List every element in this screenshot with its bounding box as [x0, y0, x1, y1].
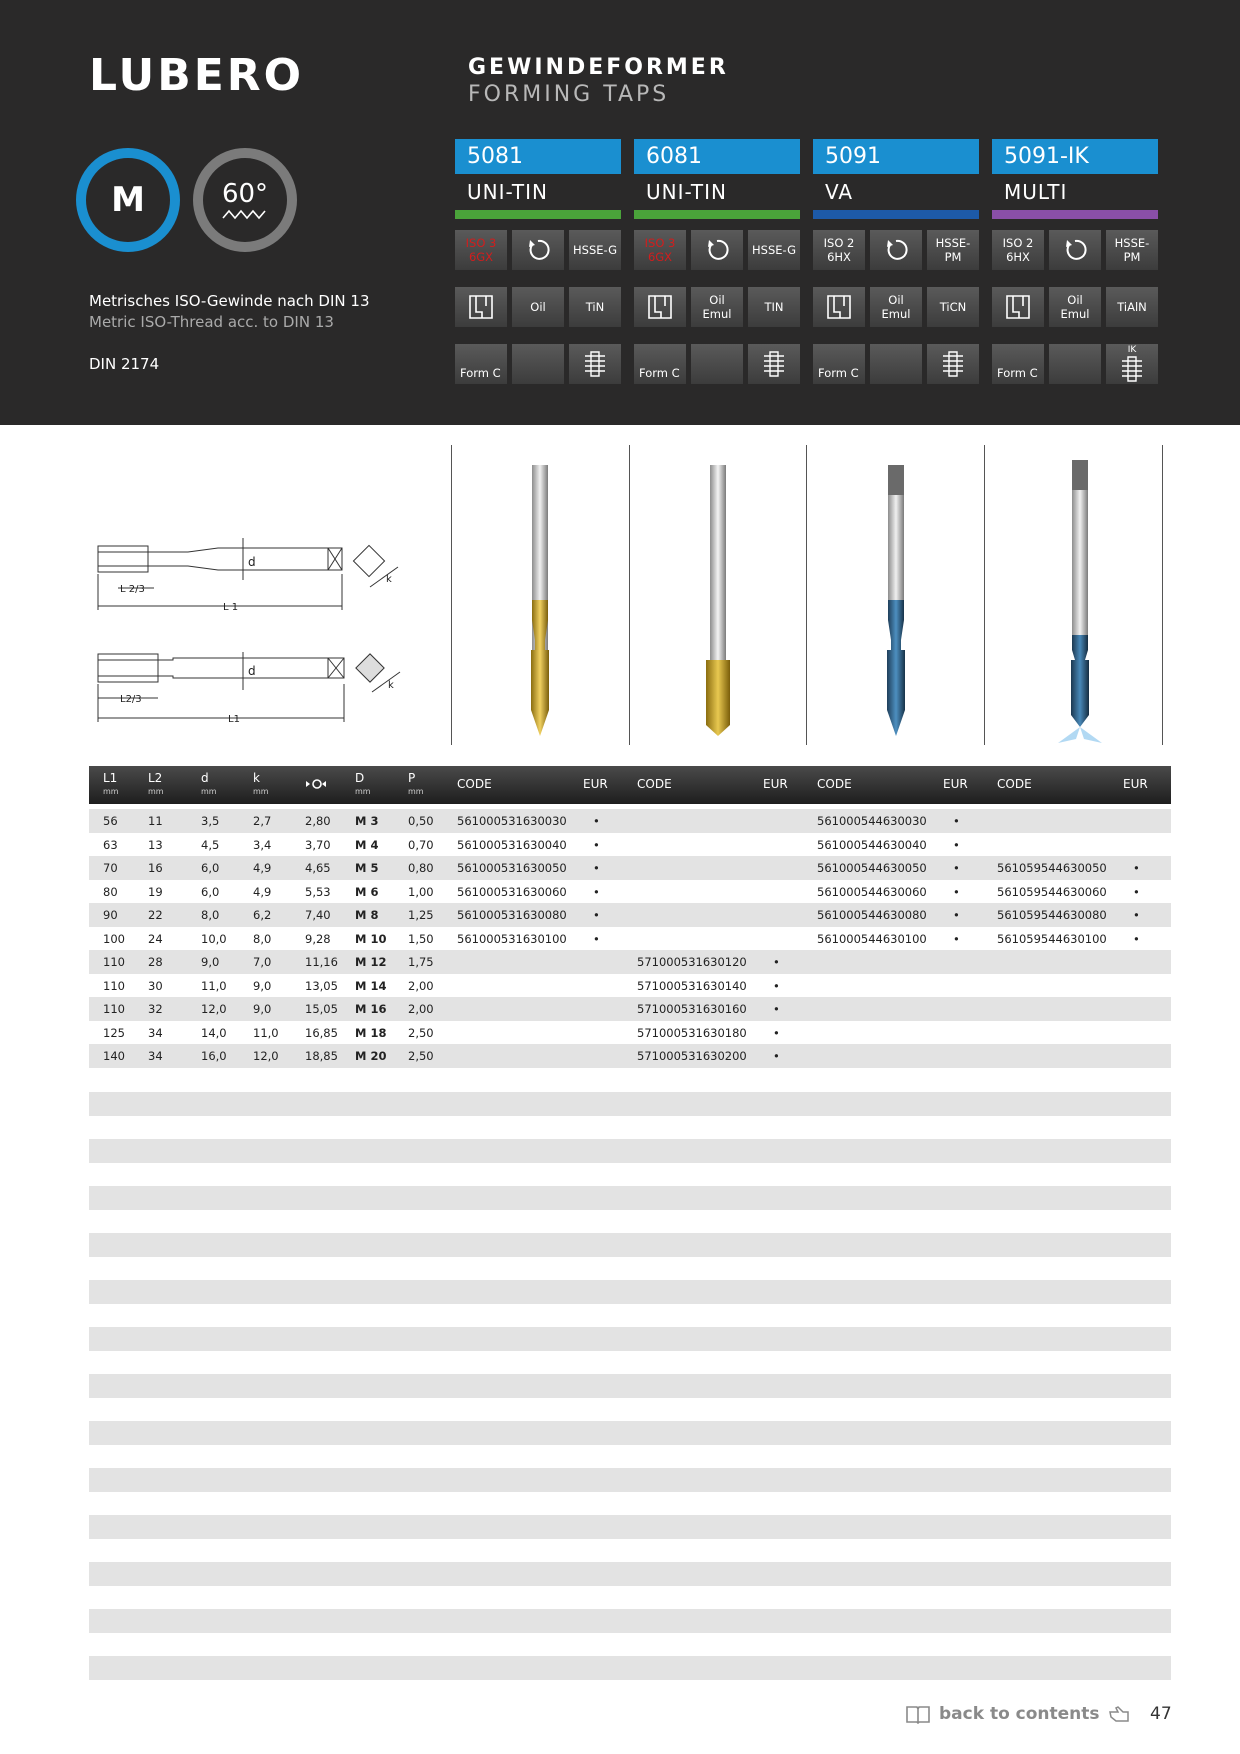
- coating-tile: TiCN: [927, 287, 979, 327]
- coating-tile: TiAlN: [1106, 287, 1158, 327]
- column-header-label: P: [408, 771, 416, 785]
- column-header: [408, 772, 424, 798]
- table-cell: 7,0: [253, 955, 272, 969]
- blank-tile: [1049, 344, 1101, 384]
- column-header-label: EUR: [1123, 777, 1148, 791]
- table-row: [89, 927, 1171, 951]
- page-number: 47: [1150, 1704, 1172, 1724]
- tap-image-6081: [698, 445, 738, 745]
- description-en: Metric ISO-Thread acc. to DIN 13: [89, 313, 334, 331]
- column-header-label: CODE: [997, 777, 1032, 791]
- product-column: [634, 139, 800, 384]
- table-cell: 9,0: [253, 1002, 272, 1016]
- empty-row-stripe: [89, 1468, 1171, 1492]
- table-cell: 5,53: [305, 884, 331, 899]
- lubricant-tile: Oil Emul: [1049, 287, 1101, 327]
- table-cell: 32: [148, 1002, 163, 1016]
- table-cell: 14,0: [201, 1025, 227, 1040]
- product-column: [992, 139, 1158, 384]
- material-tile: HSSE- PM: [1106, 230, 1158, 270]
- table-cell: 4,5: [201, 837, 220, 852]
- chamfer-form-tile: Form C: [813, 344, 865, 384]
- table-cell: 13: [148, 837, 163, 852]
- table-row: [89, 950, 1171, 974]
- table-cell: 9,28: [305, 931, 331, 946]
- column-header: [457, 778, 492, 791]
- tolerance-tile: ISO 2 6HX: [813, 230, 865, 270]
- table-cell: M 14: [355, 978, 387, 993]
- table-row: [89, 880, 1171, 904]
- back-to-contents-label: back to contents: [939, 1704, 1100, 1724]
- table-cell: 100: [103, 931, 125, 946]
- product-type: MULTI: [1004, 180, 1068, 204]
- table-cell: M 12: [355, 955, 387, 969]
- table-cell: 140: [103, 1049, 125, 1063]
- empty-row-stripe: [89, 1374, 1171, 1398]
- column-header-label: EUR: [763, 777, 788, 791]
- table-cell: 1,25: [408, 908, 434, 922]
- table-cell: 561000544630060: [817, 884, 927, 899]
- table-row: [89, 974, 1171, 998]
- table-cell: 56: [103, 814, 118, 828]
- column-header: [763, 778, 788, 791]
- table-cell: •: [953, 931, 960, 946]
- table-cell: 16,85: [305, 1025, 338, 1040]
- table-cell: 2,50: [408, 1025, 434, 1040]
- thread-tap-icon: [927, 344, 979, 384]
- lubricant-tile: Oil Emul: [870, 287, 922, 327]
- product-code: 5081: [455, 139, 621, 174]
- table-cell: 4,9: [253, 884, 272, 899]
- empty-row-stripe: [89, 1609, 1171, 1633]
- blank-tile: [870, 344, 922, 384]
- table-cell: •: [953, 837, 960, 852]
- table-cell: 0,50: [408, 814, 434, 828]
- image-divider: [629, 445, 630, 745]
- empty-row-stripe: [89, 1092, 1171, 1116]
- empty-row-stripe: [89, 1327, 1171, 1351]
- image-divider: [806, 445, 807, 745]
- table-cell: •: [593, 908, 600, 922]
- thread-angle-label: 60°: [221, 179, 269, 209]
- table-cell: 18,85: [305, 1049, 338, 1063]
- table-cell: •: [773, 1025, 780, 1040]
- table-cell: 1,50: [408, 931, 434, 946]
- thread-tap-icon: [748, 344, 800, 384]
- drawing-label-l23-top: L 2/3: [120, 584, 145, 595]
- table-cell: 3,5: [201, 814, 220, 828]
- table-cell: 110: [103, 1002, 125, 1016]
- property-icons: [634, 230, 800, 384]
- table-cell: •: [773, 955, 780, 969]
- table-cell: 561000544630100: [817, 931, 927, 946]
- table-cell: •: [953, 884, 960, 899]
- table-cell: 34: [148, 1049, 163, 1063]
- table-cell: 561059544630060: [997, 884, 1107, 899]
- column-header-unit: mm: [103, 787, 119, 796]
- table-cell: 11,0: [201, 978, 227, 993]
- property-icons: [455, 230, 621, 384]
- table-cell: 561059544630080: [997, 908, 1107, 922]
- column-header: [253, 772, 269, 798]
- column-header: [201, 772, 217, 798]
- tap-image-5091-ik: [1052, 445, 1108, 745]
- drawing-label-l1-bottom: L1: [228, 714, 240, 725]
- column-header: [637, 778, 672, 791]
- table-cell: 34: [148, 1025, 163, 1040]
- column-header: [103, 772, 119, 798]
- lubricant-tile: Oil Emul: [691, 287, 743, 327]
- table-row: [89, 997, 1171, 1021]
- column-header-unit: mm: [408, 787, 424, 796]
- table-cell: 561000531630030: [457, 814, 567, 828]
- thread-check-icon: [305, 778, 327, 790]
- table-cell: 561000531630040: [457, 837, 567, 852]
- table-cell: •: [773, 1002, 780, 1016]
- table-cell: 3,4: [253, 837, 272, 852]
- table-cell: 11,16: [305, 955, 338, 969]
- table-cell: M 4: [355, 837, 379, 852]
- product-color-bar: [634, 210, 800, 219]
- table-cell: •: [593, 814, 600, 828]
- table-cell: M 3: [355, 814, 379, 828]
- product-code: 6081: [634, 139, 800, 174]
- table-cell: 3,70: [305, 837, 331, 852]
- table-header: [89, 766, 1171, 804]
- column-header-label: L2: [148, 771, 163, 785]
- brand-logo: LUBERO: [89, 50, 305, 101]
- coating-tile: TIN: [748, 287, 800, 327]
- product-color-bar: [455, 210, 621, 219]
- column-header-label: EUR: [583, 777, 608, 791]
- table-cell: 571000531630180: [637, 1025, 747, 1040]
- metric-thread-badge: [76, 148, 180, 252]
- drawing-label-k-bottom: k: [388, 680, 394, 691]
- din-standard: DIN 2174: [89, 355, 160, 373]
- column-header-label: CODE: [457, 777, 492, 791]
- table-cell: 63: [103, 837, 118, 852]
- rotation-icon: [512, 230, 564, 270]
- hole-type-icon: [455, 287, 507, 327]
- technical-drawing: [88, 530, 458, 730]
- table-cell: •: [773, 978, 780, 993]
- table-cell: 1,75: [408, 955, 434, 969]
- column-header-unit: mm: [355, 787, 371, 796]
- product-column: [813, 139, 979, 384]
- table-cell: 19: [148, 884, 163, 899]
- table-cell: •: [773, 1049, 780, 1063]
- table-cell: 90: [103, 908, 118, 922]
- tolerance-tile: ISO 3 6GX: [455, 230, 507, 270]
- table-cell: 16: [148, 861, 163, 875]
- hole-type-icon: [634, 287, 686, 327]
- column-header-unit: mm: [201, 787, 217, 796]
- hole-type-icon: [813, 287, 865, 327]
- empty-row-stripe: [89, 1562, 1171, 1586]
- thread-profile-icon: [222, 208, 268, 220]
- table-cell: •: [953, 861, 960, 875]
- table-row: [89, 809, 1171, 833]
- tap-image-5081: [520, 445, 560, 745]
- empty-row-stripe: [89, 1280, 1171, 1304]
- table-cell: 571000531630160: [637, 1002, 747, 1016]
- description-de: Metrisches ISO-Gewinde nach DIN 13: [89, 292, 370, 310]
- table-cell: 561000531630080: [457, 908, 567, 922]
- table-cell: 561000544630050: [817, 861, 927, 875]
- tolerance-tile: ISO 3 6GX: [634, 230, 686, 270]
- table-cell: 9,0: [201, 955, 220, 969]
- table-cell: 10,0: [201, 931, 227, 946]
- table-cell: 70: [103, 861, 118, 875]
- column-header-label: CODE: [817, 777, 852, 791]
- chamfer-form-tile: Form C: [455, 344, 507, 384]
- column-header-label: L1: [103, 771, 118, 785]
- chamfer-form-tile: Form C: [634, 344, 686, 384]
- drawing-label-d-bottom: d: [248, 664, 256, 678]
- table-cell: 9,0: [253, 978, 272, 993]
- table-cell: •: [593, 884, 600, 899]
- column-header: [1123, 778, 1148, 791]
- table-cell: •: [1133, 908, 1140, 922]
- column-header-unit: mm: [253, 787, 269, 796]
- column-header-label: k: [253, 771, 260, 785]
- tap-image-5091: [876, 445, 916, 745]
- thread-tap-icon: [569, 344, 621, 384]
- product-type: VA: [825, 180, 854, 204]
- book-icon: [905, 1704, 931, 1724]
- table-cell: 1,00: [408, 884, 434, 899]
- table-cell: 0,70: [408, 837, 434, 852]
- table-cell: 11: [148, 814, 163, 828]
- table-cell: 561000531630100: [457, 931, 567, 946]
- table-cell: 8,0: [201, 908, 220, 922]
- product-color-bar: [813, 210, 979, 219]
- product-code: 5091: [813, 139, 979, 174]
- coating-tile: TiN: [569, 287, 621, 327]
- table-cell: 80: [103, 884, 118, 899]
- metric-letter: M: [111, 180, 145, 220]
- table-cell: 22: [148, 908, 163, 922]
- table-cell: 571000531630120: [637, 955, 747, 969]
- back-to-contents-link[interactable]: [905, 1704, 1130, 1724]
- product-color-bar: [992, 210, 1158, 219]
- table-cell: M 16: [355, 1002, 387, 1016]
- column-header-label: d: [201, 771, 209, 785]
- table-cell: 0,80: [408, 861, 434, 875]
- table-cell: 110: [103, 978, 125, 993]
- table-cell: M 8: [355, 908, 379, 922]
- column-header: [355, 772, 371, 798]
- thread-angle-badge: [193, 148, 297, 252]
- table-cell: 561000544630030: [817, 814, 927, 828]
- table-cell: M 20: [355, 1049, 387, 1063]
- image-divider: [451, 445, 452, 745]
- product-column: [455, 139, 621, 384]
- drawing-label-k-top: k: [386, 574, 392, 585]
- table-cell: 6,0: [201, 884, 220, 899]
- table-cell: M 6: [355, 884, 379, 899]
- rotation-icon: [1049, 230, 1101, 270]
- table-cell: 561000544630040: [817, 837, 927, 852]
- table-cell: 2,50: [408, 1049, 434, 1063]
- drawing-label-d-top: d: [248, 555, 256, 569]
- empty-row-stripe: [89, 1233, 1171, 1257]
- table-cell: •: [593, 837, 600, 852]
- property-icons: [813, 230, 979, 384]
- tolerance-tile: ISO 2 6HX: [992, 230, 1044, 270]
- chamfer-form-tile: Form C: [992, 344, 1044, 384]
- table-cell: 12,0: [201, 1002, 227, 1016]
- table-cell: 561059544630100: [997, 931, 1107, 946]
- table-cell: M 5: [355, 861, 379, 875]
- material-tile: HSSE-G: [748, 230, 800, 270]
- table-cell: 8,0: [253, 931, 272, 946]
- table-cell: 28: [148, 955, 163, 969]
- empty-row-stripe: [89, 1656, 1171, 1680]
- table-cell: 2,00: [408, 978, 434, 993]
- product-code: 5091-IK: [992, 139, 1158, 174]
- column-header-label: CODE: [637, 777, 672, 791]
- table-cell: 24: [148, 931, 163, 946]
- table-cell: 13,05: [305, 978, 338, 993]
- thread-tap-icon: [1106, 344, 1158, 384]
- lubricant-tile: Oil: [512, 287, 564, 327]
- blank-tile: [512, 344, 564, 384]
- empty-row-stripe: [89, 1515, 1171, 1539]
- table-row: [89, 903, 1171, 927]
- table-row: [89, 1044, 1171, 1068]
- drawing-label-l23-bottom: L2/3: [120, 694, 142, 705]
- table-cell: •: [1133, 861, 1140, 875]
- table-cell: 110: [103, 955, 125, 969]
- table-row: [89, 833, 1171, 857]
- empty-row-stripe: [89, 1421, 1171, 1445]
- material-tile: HSSE- PM: [927, 230, 979, 270]
- table-cell: 16,0: [201, 1049, 227, 1063]
- table-row: [89, 1021, 1171, 1045]
- rotation-icon: [691, 230, 743, 270]
- coolant-label: IK: [1127, 344, 1137, 355]
- material-tile: HSSE-G: [569, 230, 621, 270]
- title-de: GEWINDEFORMER: [468, 55, 729, 80]
- table-cell: 6,0: [201, 861, 220, 875]
- table-cell: 125: [103, 1025, 125, 1040]
- table-cell: M 18: [355, 1025, 387, 1040]
- table-cell: 2,00: [408, 1002, 434, 1016]
- table-cell: 4,65: [305, 861, 331, 875]
- table-cell: 6,2: [253, 908, 272, 922]
- column-header-label: D: [355, 771, 365, 785]
- table-cell: •: [593, 931, 600, 946]
- table-cell: •: [953, 908, 960, 922]
- pointing-hand-icon: [1108, 1704, 1130, 1724]
- table-cell: •: [1133, 884, 1140, 899]
- column-header: [943, 778, 968, 791]
- table-cell: 2,7: [253, 814, 272, 828]
- table-cell: 15,05: [305, 1002, 338, 1016]
- table-cell: •: [593, 861, 600, 875]
- title-en: FORMING TAPS: [468, 82, 670, 107]
- property-icons: [992, 230, 1158, 384]
- column-header-unit: mm: [148, 787, 164, 796]
- blank-tile: [691, 344, 743, 384]
- table-cell: 11,0: [253, 1025, 279, 1040]
- table-cell: M 10: [355, 931, 387, 946]
- rotation-icon: [870, 230, 922, 270]
- image-divider: [984, 445, 985, 745]
- drawing-label-l1-top: L 1: [223, 602, 239, 613]
- table-cell: 7,40: [305, 908, 331, 922]
- image-divider: [1162, 445, 1163, 745]
- column-header: [817, 778, 852, 791]
- table-cell: 4,9: [253, 861, 272, 875]
- column-header: [148, 772, 164, 798]
- product-type: UNI-TIN: [646, 180, 727, 204]
- column-header-label: EUR: [943, 777, 968, 791]
- table-cell: 2,80: [305, 814, 331, 828]
- table-cell: •: [953, 814, 960, 828]
- hole-type-icon: [992, 287, 1044, 327]
- table-cell: 561000544630080: [817, 908, 927, 922]
- table-row: [89, 856, 1171, 880]
- column-header: [997, 778, 1032, 791]
- column-header: [583, 778, 608, 791]
- table-cell: 571000531630140: [637, 978, 747, 993]
- table-cell: 561059544630050: [997, 861, 1107, 875]
- empty-row-stripe: [89, 1186, 1171, 1210]
- table-cell: 12,0: [253, 1049, 279, 1063]
- table-cell: 561000531630050: [457, 861, 567, 875]
- product-type: UNI-TIN: [467, 180, 548, 204]
- table-cell: 561000531630060: [457, 884, 567, 899]
- empty-row-stripe: [89, 1139, 1171, 1163]
- table-cell: 571000531630200: [637, 1049, 747, 1063]
- table-cell: •: [1133, 931, 1140, 946]
- table-cell: 30: [148, 978, 163, 993]
- column-header: [305, 778, 327, 793]
